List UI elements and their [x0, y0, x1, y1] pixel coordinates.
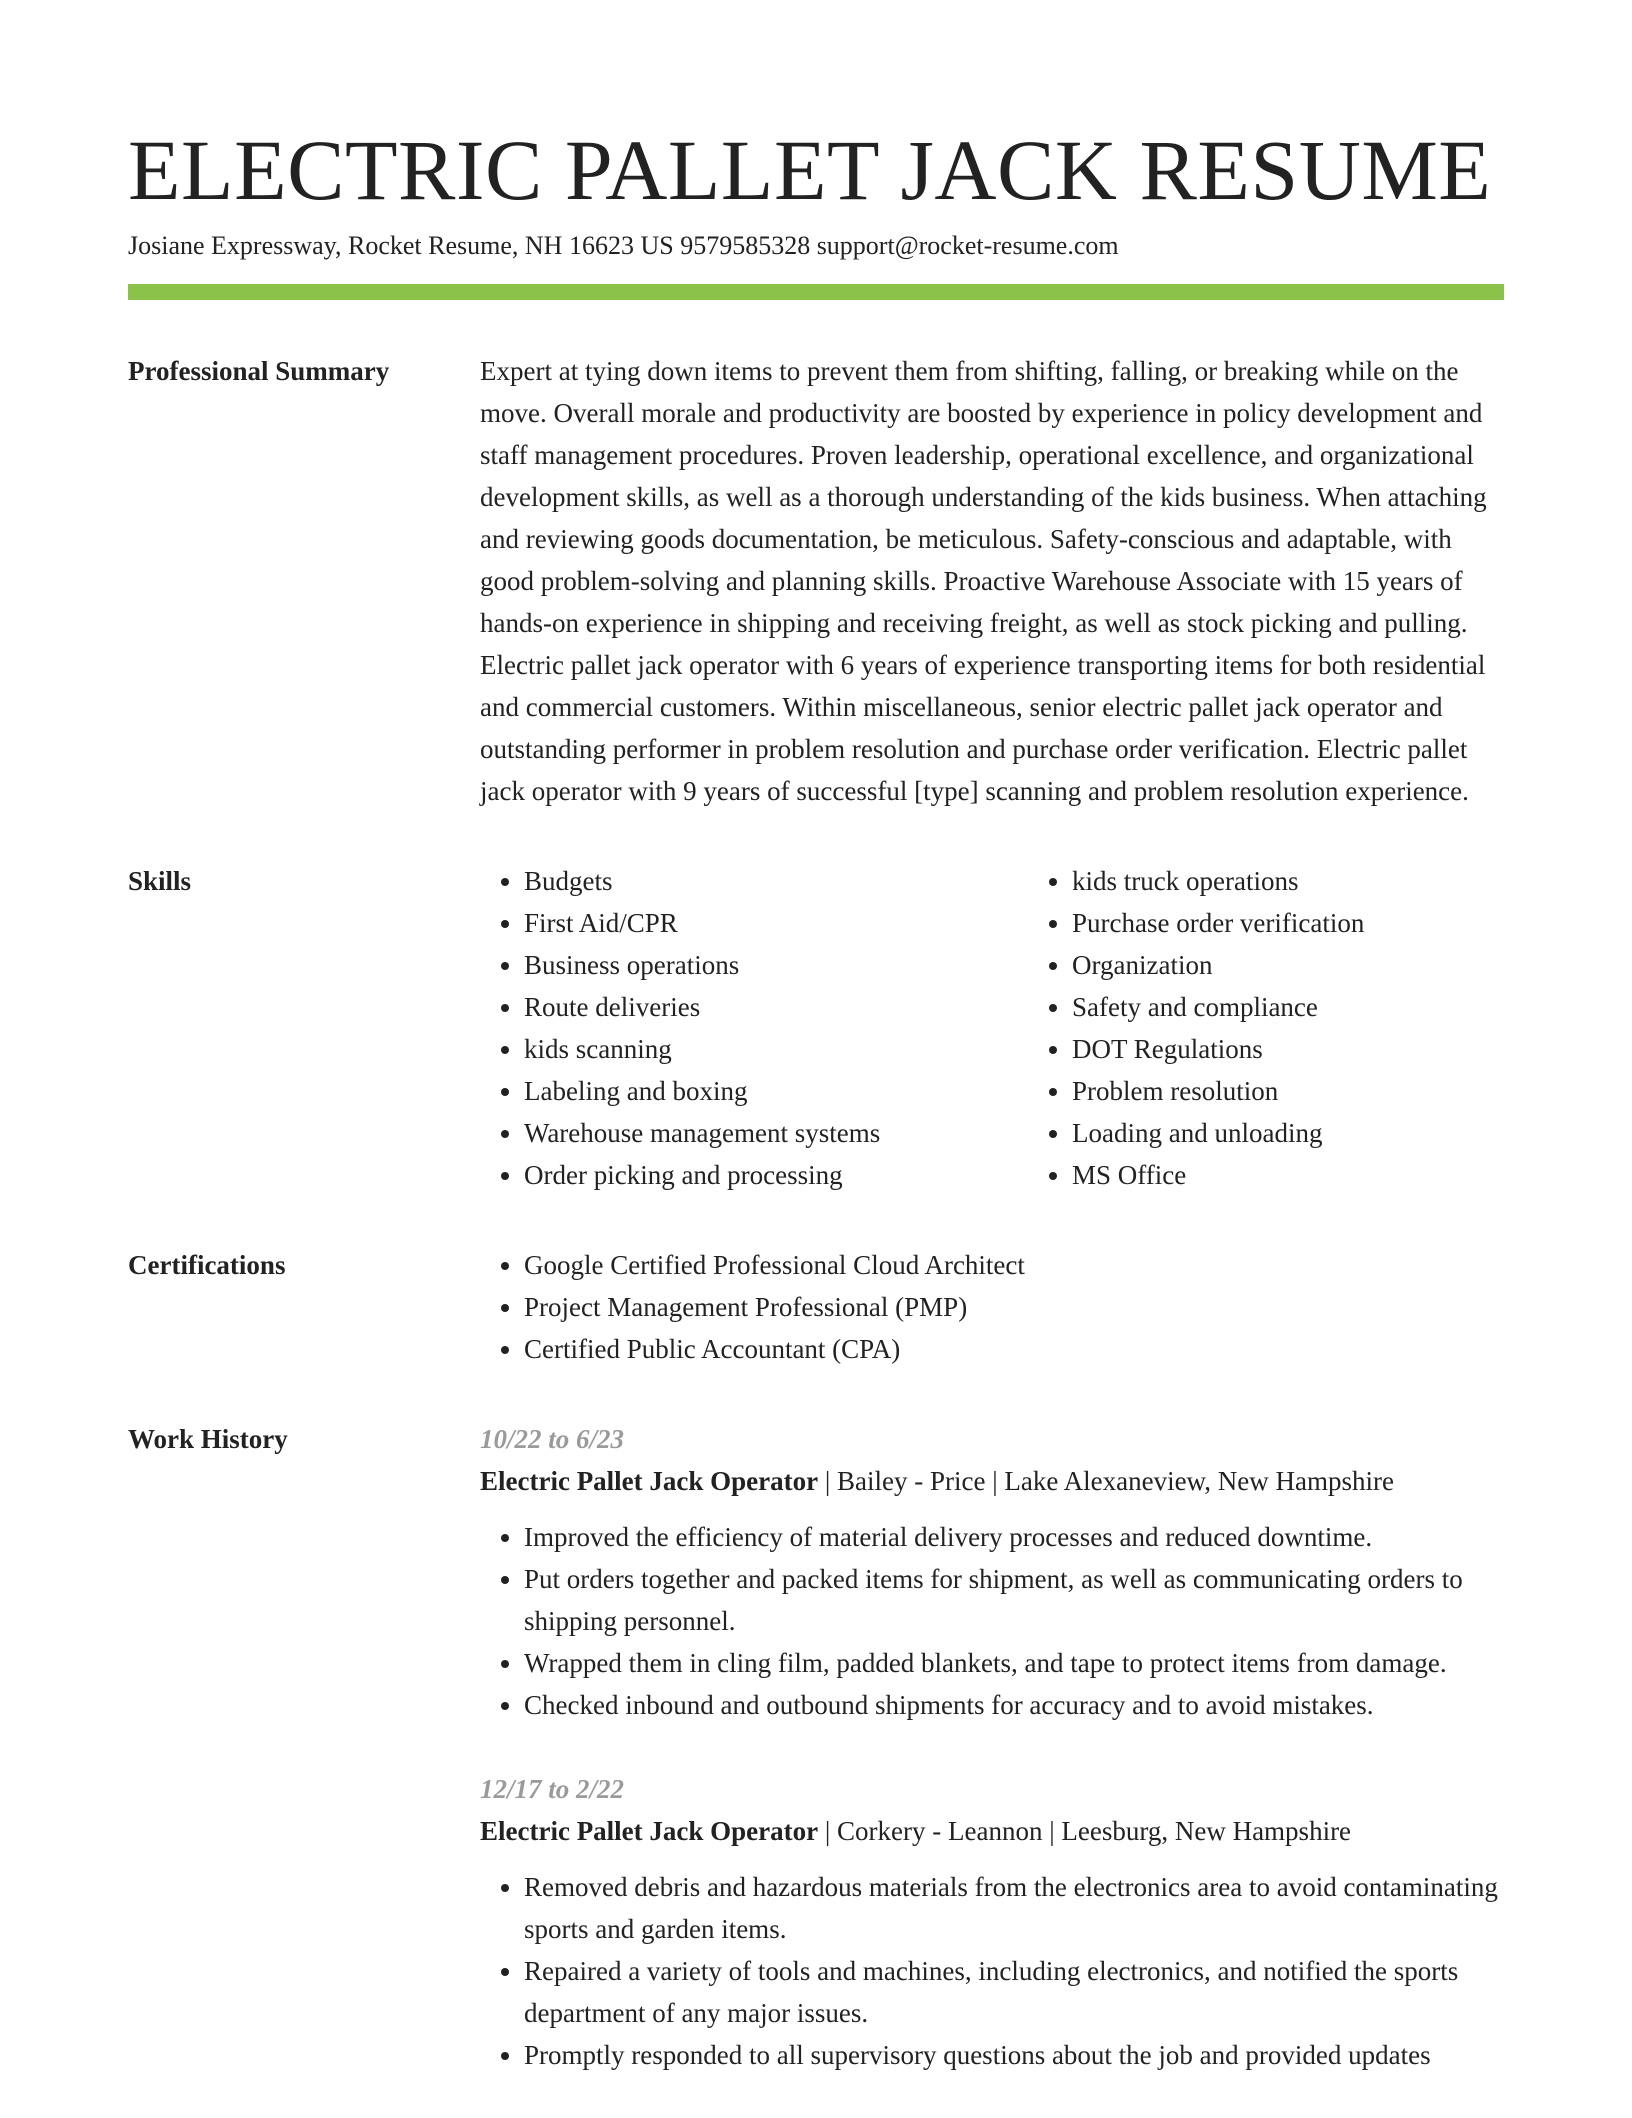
job-bullets [480, 1516, 1504, 1726]
summary-text: Expert at tying down items to prevent them from shifting, falling, or breaking while on the move. Overall morale and productivity are boosted by experience in policy development and staff management procedures. Proven leadership, operational excellence, and organizational development skills, as well as a thorough understanding of the kids business. When attaching and reviewing goods documentation, be meticulous. Safety-conscious and adaptable, with good problem-solving and planning skills. Proactive Warehouse Associate with 15 years of hands-on experience in shipping and receiving freight, as well as stock picking and pulling. Electric pallet jack operator with 6 years of experience transporting items for both residential and commercial customers. Within miscellaneous, senior electric pallet jack operator and outstanding performer in problem resolution and purchase order verification. Electric pallet jack operator with 9 years of successful [type] scanning and problem resolution experience. [480, 356, 1487, 806]
skill-item: • MS Office [1072, 1154, 1576, 1196]
skill-item: • Labeling and boxing [524, 1070, 1028, 1112]
skill-item: • DOT Regulations [1072, 1028, 1576, 1070]
section-label: Work History [128, 1424, 288, 1454]
job-location: Lake Alexaneview, New Hampshire [1004, 1466, 1394, 1496]
job-heading [480, 1810, 1504, 1852]
job-bullet: • Wrapped them in cling film, padded blankets, and tape to protect items from damage. [524, 1642, 1504, 1684]
job-company: Corkery - Leannon [837, 1816, 1043, 1846]
header-divider [128, 284, 1504, 300]
skill-item: • Loading and unloading [1072, 1112, 1576, 1154]
skill-item: • Purchase order verification [1072, 902, 1576, 944]
skill-item: • Order picking and processing [524, 1154, 1028, 1196]
job-title: Electric Pallet Jack Operator [480, 1816, 819, 1846]
contact-email[interactable]: support@rocket-resume.com [816, 231, 1119, 260]
section-professional-summary [128, 350, 1504, 812]
skill-item: • Problem resolution [1072, 1070, 1576, 1112]
skill-item: • kids truck operations [1072, 860, 1576, 902]
separator: | [824, 1816, 831, 1846]
job-company: Bailey - Price [837, 1466, 986, 1496]
certification-item: • Certified Public Accountant (CPA) [524, 1328, 1504, 1370]
contact-phone: 9579585328 [680, 231, 811, 260]
skill-item: • First Aid/CPR [524, 902, 1028, 944]
section-label: Certifications [128, 1250, 286, 1280]
job-bullet: • Checked inbound and outbound shipments for accuracy and to avoid mistakes. [524, 1684, 1504, 1726]
certification-item: • Project Management Professional (PMP) [524, 1286, 1504, 1328]
skill-item: • Route deliveries [524, 986, 1028, 1028]
certifications-list [480, 1244, 1504, 1370]
separator: | [992, 1466, 998, 1496]
contact-line [128, 228, 1504, 264]
job-bullet: • Promptly responded to all supervisory questions about the job and provided updates [524, 2034, 1504, 2076]
skill-item: • Safety and compliance [1072, 986, 1576, 1028]
job-dates: 12/17 to 2/22 [480, 1774, 625, 1804]
job-entry [480, 1418, 1504, 1726]
skill-item: • Organization [1072, 944, 1576, 986]
section-certifications [128, 1244, 1504, 1370]
job-title: Electric Pallet Jack Operator [480, 1466, 819, 1496]
skills-list-left [480, 860, 1028, 1196]
job-location: Leesburg, New Hampshire [1061, 1816, 1352, 1846]
job-heading [480, 1460, 1504, 1502]
skill-item: • kids scanning [524, 1028, 1028, 1070]
job-bullet: • Repaired a variety of tools and machines, including electronics, and notified the sports department of any major issues. [524, 1950, 1504, 2034]
contact-address: Josiane Expressway, Rocket Resume, NH 16623 US [128, 231, 674, 260]
resume-title: ELECTRIC PALLET JACK RESUME [128, 122, 1492, 218]
job-bullets [480, 1866, 1504, 2076]
separator: | [1049, 1816, 1055, 1846]
skill-item: • Business operations [524, 944, 1028, 986]
job-entry [480, 1768, 1504, 2076]
skills-grid [480, 860, 1576, 1196]
section-label: Skills [128, 866, 192, 896]
job-bullet: • Removed debris and hazardous materials from the electronics area to avoid contaminating sports and garden items. [524, 1866, 1504, 1950]
skills-list-right [1028, 860, 1576, 1196]
resume-page [128, 120, 1504, 2118]
section-skills [128, 860, 1504, 1196]
certification-item: • Google Certified Professional Cloud Architect [524, 1244, 1504, 1286]
job-bullet: • Put orders together and packed items for shipment, as well as communicating orders to shipping personnel. [524, 1558, 1504, 1642]
section-label: Professional Summary [128, 356, 390, 386]
section-work-history [128, 1418, 1504, 2118]
skill-item: • Warehouse management systems [524, 1112, 1028, 1154]
separator: | [824, 1466, 831, 1496]
job-bullet: • Improved the efficiency of material delivery processes and reduced downtime. [524, 1516, 1504, 1558]
job-dates: 10/22 to 6/23 [480, 1424, 625, 1454]
skill-item: • Budgets [524, 860, 1028, 902]
